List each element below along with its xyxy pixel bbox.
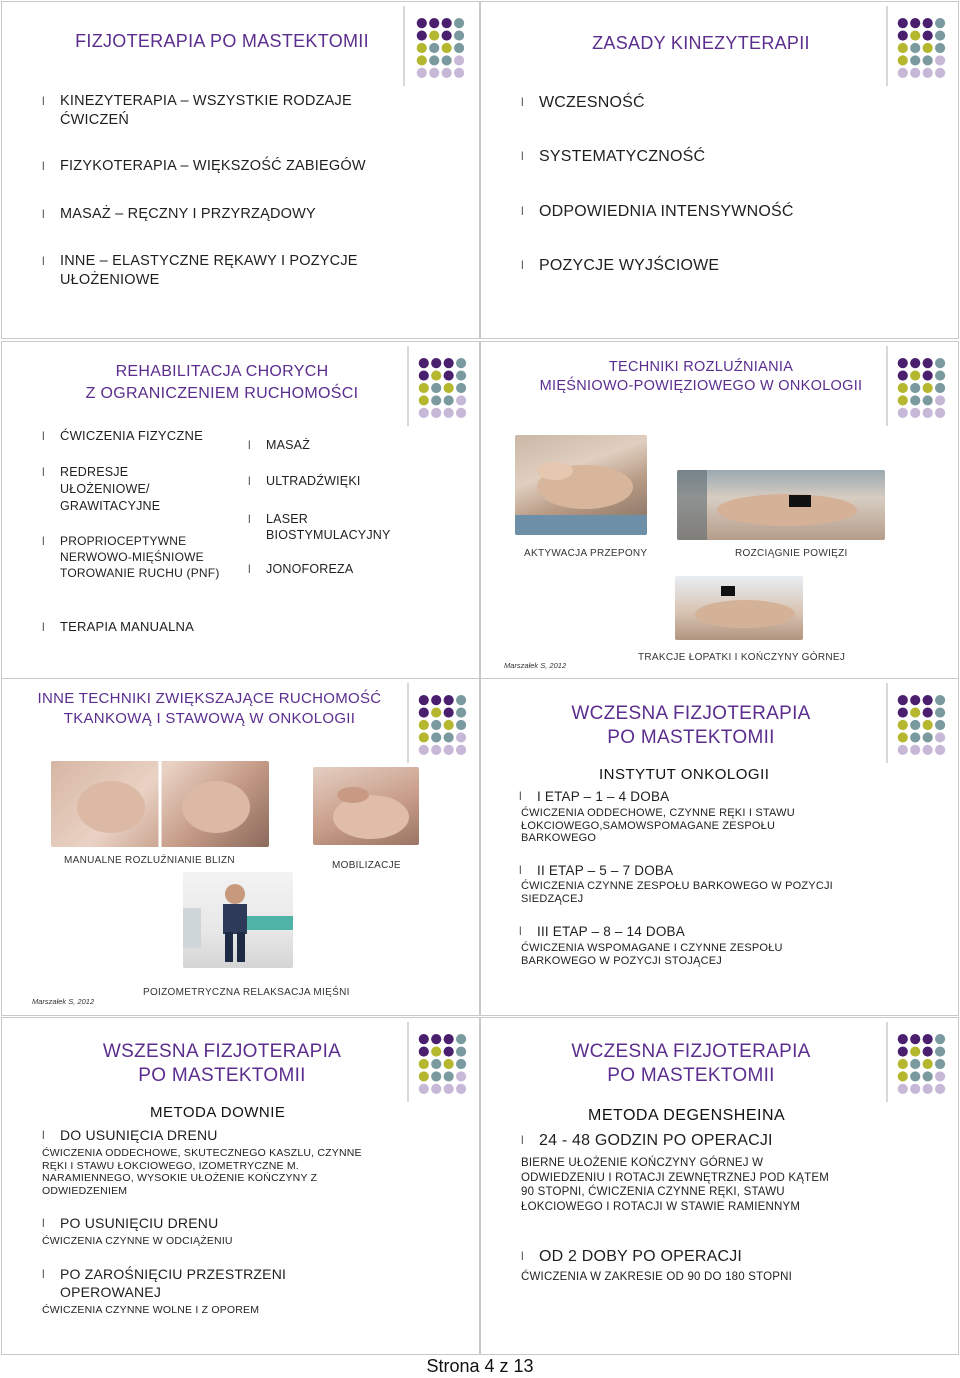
stage-label: l PO USUNIĘCIU DRENU <box>42 1215 219 1231</box>
bullet-item: l REDRESJE UŁOŻENIOWE/ GRAWITACYJNE <box>42 465 161 513</box>
slide-title: TECHNIKI ROZLUŹNIANIA MIĘŚNIOWO-POWIĘZIOWEGO W ONKOLOGII <box>539 359 863 394</box>
source-citation: Marszałek S, 2012 <box>32 997 95 1006</box>
stage-label: l II ETAP – 5 – 7 DOBA <box>519 863 674 878</box>
page-footer: Strona 4 z 13 <box>426 1356 534 1376</box>
stage-label: l DO USUNIĘCIA DRENU <box>42 1127 218 1143</box>
dot-grid-logo <box>896 1026 948 1102</box>
bullet-marker: l <box>521 149 524 163</box>
bullet-marker: l <box>519 863 522 877</box>
bullet-marker: l <box>42 94 45 108</box>
stage-desc: BIERNE UŁOŻENIE KOŃCZYNY GÓRNEJ W ODWIEDZENIU I ROTACJI ZEWNĘTRZNEJ POD KĄTEM 90 STOPNI, ĆWICZENIA CZYNNE RĘKI, STAWU ŁOKCIOWEGO I ROTACJI W STAWIE RAMIENNYM <box>521 1157 830 1213</box>
dot-grid-logo <box>417 687 469 763</box>
stage-desc: ĆWICZENIA ODDECHOWE, SKUTECZNEGO KASZLU, CZYNNE RĘKI I STAWU ŁOKCIOWEGO, IZOMETRYCZNE M. NARAMIENNEGO, WYSOKIE UŁOŻENIE KOŃCZYNY Z ODWIEDZENIEM <box>42 1147 362 1197</box>
photo-trakcje-lopatki <box>675 576 803 640</box>
slide-title: WSZESNA FIZJOTERAPIA PO MASTEKTOMII <box>102 1041 342 1086</box>
photo-poizometryczna-relaksacja <box>183 872 293 968</box>
photo-aktywacja-przepony <box>515 435 647 535</box>
bullet-item: l LASER BIOSTYMULACYJNY <box>248 512 391 542</box>
slide-zasady-kinezyterapii <box>480 1 959 339</box>
bullet-item: l MASAŻ <box>248 438 311 452</box>
slide-title: INNE TECHNIKI ZWIĘKSZAJĄCE RUCHOMOŚĆ TKANKOWĄ I STAWOWĄ W ONKOLOGII <box>37 690 382 727</box>
bullet-marker: l <box>248 562 251 576</box>
dot-grid-logo <box>896 687 948 763</box>
bullet-item: l ĆWICZENIA FIZYCZNE <box>42 428 203 443</box>
bullet-marker: l <box>248 474 251 488</box>
bullet-marker: l <box>42 534 45 548</box>
subtitle: METODA DEGENSHEINA <box>588 1107 786 1124</box>
bullet-item: l MASAŻ – RĘCZNY I PRZYRZĄDOWY <box>42 206 316 222</box>
dot-grid-logo <box>896 10 948 86</box>
bullet-item: l FIZYKOTERAPIA – WIĘKSZOŚĆ ZABIEGÓW <box>42 158 366 174</box>
caption: TRAKCJE ŁOPATKI I KOŃCZYNY GÓRNEJ <box>638 652 846 663</box>
bullet-marker: l <box>42 465 45 479</box>
slide-title: ZASADY KINEZYTERAPII <box>592 33 810 53</box>
stage-desc: ĆWICZENIA CZYNNE ZESPOŁU BARKOWEGO W POZYCJI SIEDZĄCEJ <box>521 880 833 905</box>
source-citation: Marszałek S, 2012 <box>504 661 567 670</box>
bullet-marker: l <box>521 1249 524 1263</box>
stage-desc: ĆWICZENIA WSPOMAGANE I CZYNNE ZESPOŁU BARKOWEGO W POZYCJI STOJĄCEJ <box>521 942 783 967</box>
stage-desc: ĆWICZENIA ODDECHOWE, CZYNNE RĘKI I STAWU ŁOKCIOWEGO,SAMOWSPOMAGANE ZESPOŁU BARKOWEGO <box>521 807 795 844</box>
bullet-marker: l <box>42 429 45 443</box>
slide-metoda-downie <box>1 1017 480 1355</box>
stage-desc: ĆWICZENIA CZYNNE W ODCIĄŻENIU <box>42 1235 233 1247</box>
bullet-item: l ULTRADŹWIĘKI <box>248 474 361 488</box>
bullet-marker: l <box>42 254 45 268</box>
bullet-marker: l <box>521 204 524 218</box>
slide-title: WCZESNA FIZJOTERAPIA PO MASTEKTOMII <box>571 1041 811 1086</box>
bullet-item: l JONOFOREZA <box>248 562 354 576</box>
bullet-item: l TERAPIA MANUALNA <box>42 619 194 634</box>
subtitle: INSTYTUT ONKOLOGII <box>599 766 770 783</box>
bullet-marker: l <box>519 789 522 803</box>
stage-label: l III ETAP – 8 – 14 DOBA <box>519 924 685 939</box>
bullet-marker: l <box>521 95 524 109</box>
photo-mobilizacje <box>313 767 419 845</box>
slide-title: WCZESNA FIZJOTERAPIA PO MASTEKTOMII <box>571 703 811 748</box>
bullet-item: l KINEZYTERAPIA – WSZYSTKIE RODZAJE ĆWICZEŃ <box>42 93 352 128</box>
bullet-marker: l <box>42 620 45 634</box>
stage-label: l 24 - 48 GODZIN PO OPERACJI <box>521 1132 773 1149</box>
caption: MANUALNE ROZLUŹNIANIE BLIZN <box>64 855 235 866</box>
subtitle: METODA DOWNIE <box>150 1104 286 1121</box>
bullet-marker: l <box>248 512 251 526</box>
dot-grid-logo <box>415 10 467 86</box>
bullet-marker: l <box>521 1133 524 1147</box>
bullet-marker: l <box>42 1216 45 1230</box>
photo-rozciagnie-powiezi <box>677 470 885 540</box>
bullet-marker: l <box>248 438 251 452</box>
caption: AKTYWACJA PRZEPONY <box>524 548 648 559</box>
slide-inne-techniki <box>1 678 480 1016</box>
photo-manualne-rozluznianie <box>51 761 269 847</box>
bullet-item: l POZYCJE WYJŚCIOWE <box>521 257 720 274</box>
bullet-item: l ODPOWIEDNIA INTENSYWNOŚĆ <box>521 203 794 220</box>
stage-label: l PO ZAROŚNIĘCIU PRZESTRZENI OPEROWANEJ <box>42 1266 287 1300</box>
bullet-marker: l <box>42 1267 45 1281</box>
stage-label: l I ETAP – 1 – 4 DOBA <box>519 789 670 804</box>
bullet-item: l SYSTEMATYCZNOŚĆ <box>521 148 706 165</box>
bullet-item: l WCZESNOŚĆ <box>521 94 645 111</box>
bullet-marker: l <box>521 258 524 272</box>
slide-rehabilitacja-chorych <box>1 341 480 679</box>
slide-wczesna-instytut-onkologii <box>480 678 959 1016</box>
slide-title: REHABILITACJA CHORYCH Z OGRANICZENIEM RUCHOMOŚCI <box>85 363 359 402</box>
slide-techniki-rozluzniania <box>480 341 959 679</box>
dot-grid-logo <box>417 350 469 426</box>
bullet-marker: l <box>519 924 522 938</box>
slide-title: FIZJOTERAPIA PO MASTEKTOMII <box>75 31 369 51</box>
stage-label: l OD 2 DOBY PO OPERACJI <box>521 1248 743 1265</box>
bullet-item: l PROPRIOCEPTYWNE NERWOWO-MIĘŚNIOWE TOROWANIE RUCHU (PNF) <box>42 534 220 580</box>
stage-desc: ĆWICZENIA CZYNNE WOLNE I Z OPOREM <box>42 1304 260 1316</box>
bullet-marker: l <box>42 159 45 173</box>
stage-desc: ĆWICZENIA W ZAKRESIE OD 90 DO 180 STOPNI <box>521 1271 793 1283</box>
bullet-marker: l <box>42 1128 45 1142</box>
dot-grid-logo <box>896 350 948 426</box>
bullet-marker: l <box>42 207 45 221</box>
slide-fizjoterapia-po-mastektomii <box>1 1 480 339</box>
caption: ROZCIĄGNIE POWIĘZI <box>735 548 848 559</box>
bullet-item: l INNE – ELASTYCZNE RĘKAWY I POZYCJE UŁOŻENIOWE <box>42 253 358 288</box>
caption: POIZOMETRYCZNA RELAKSACJA MIĘŚNI <box>143 987 350 998</box>
caption: MOBILIZACJE <box>332 860 401 871</box>
dot-grid-logo <box>417 1026 469 1102</box>
slide-metoda-degensheina <box>480 1017 959 1355</box>
